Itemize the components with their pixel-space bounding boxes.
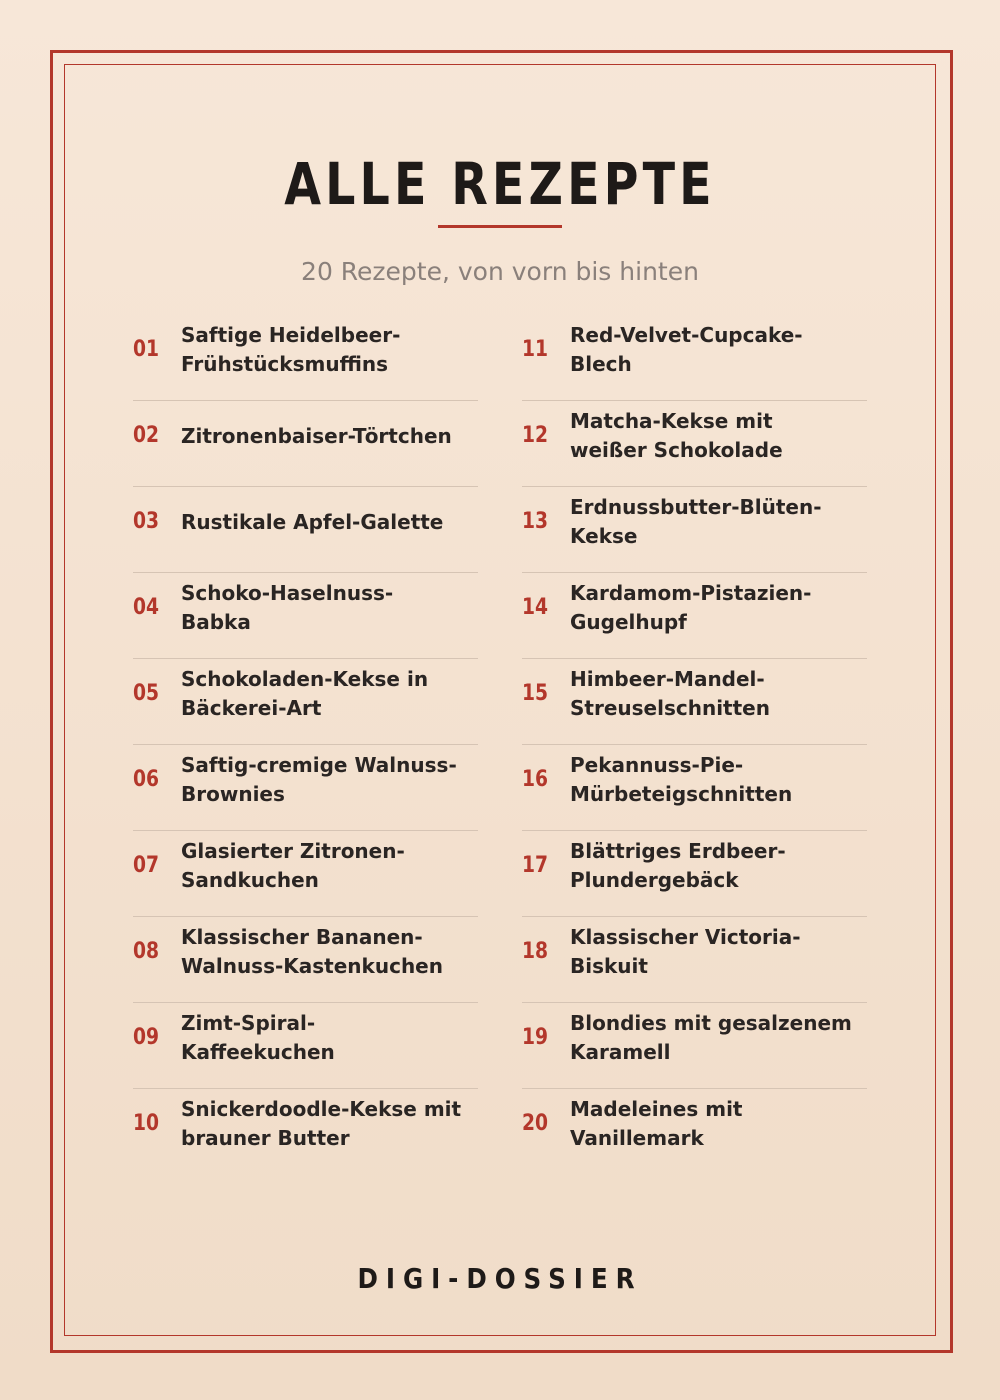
recipe-number: 08 bbox=[133, 939, 160, 964]
recipe-item bbox=[522, 314, 867, 400]
recipe-name: Madeleines mit Vanillemark bbox=[570, 1097, 743, 1150]
recipe-item bbox=[133, 314, 478, 400]
recipe-number: 16 bbox=[522, 767, 549, 792]
recipe-number: 04 bbox=[133, 595, 160, 620]
recipe-name: Zitronenbaiser-Törtchen bbox=[181, 423, 452, 448]
recipe-number: 18 bbox=[522, 939, 549, 964]
recipe-item bbox=[133, 658, 478, 744]
recipe-name: Klassischer Bananen- Walnuss-Kastenkuchen bbox=[181, 925, 443, 978]
recipe-name: Matcha-Kekse mit weißer Schokolade bbox=[570, 409, 783, 462]
recipe-item bbox=[133, 1088, 478, 1174]
recipe-number: 05 bbox=[133, 681, 160, 706]
recipe-item bbox=[522, 486, 867, 572]
recipe-number: 17 bbox=[522, 853, 549, 878]
recipe-item bbox=[522, 658, 867, 744]
recipe-name: Himbeer-Mandel- Streuselschnitten bbox=[570, 667, 770, 720]
recipe-number: 19 bbox=[522, 1025, 549, 1050]
recipe-list-right bbox=[522, 314, 867, 1174]
recipe-name: Snickerdoodle-Kekse mit brauner Butter bbox=[181, 1097, 462, 1150]
recipe-name: Zimt-Spiral- Kaffeekuchen bbox=[181, 1011, 335, 1064]
recipe-number: 20 bbox=[522, 1111, 549, 1136]
recipe-number: 12 bbox=[522, 423, 549, 448]
recipe-name: Kardamom-Pistazien- Gugelhupf bbox=[570, 581, 812, 634]
recipe-item bbox=[133, 400, 478, 486]
recipe-item bbox=[522, 572, 867, 658]
recipe-item bbox=[522, 744, 867, 830]
recipe-item bbox=[133, 1002, 478, 1088]
recipe-number: 13 bbox=[522, 509, 549, 534]
recipe-name: Rustikale Apfel-Galette bbox=[181, 509, 444, 534]
recipe-name: Saftig-cremige Walnuss- Brownies bbox=[181, 753, 457, 806]
recipe-item bbox=[522, 400, 867, 486]
recipe-number: 15 bbox=[522, 681, 549, 706]
recipe-name: Pekannuss-Pie- Mürbeteigschnitten bbox=[570, 753, 793, 806]
page-subtitle: 20 Rezepte, von vorn bis hinten bbox=[301, 257, 699, 286]
recipe-name: Red-Velvet-Cupcake- Blech bbox=[570, 323, 803, 376]
recipe-item bbox=[522, 1002, 867, 1088]
brand-footer: DIGI-DOSSIER bbox=[357, 1262, 643, 1295]
recipe-name: Glasierter Zitronen- Sandkuchen bbox=[181, 839, 405, 892]
title-underline bbox=[438, 225, 562, 228]
recipe-number: 07 bbox=[133, 853, 160, 878]
recipe-list-left bbox=[133, 314, 478, 1174]
recipe-number: 02 bbox=[133, 423, 160, 448]
recipe-number: 01 bbox=[133, 337, 160, 362]
recipe-number: 11 bbox=[522, 337, 549, 362]
recipe-name: Erdnussbutter-Blüten- Kekse bbox=[570, 495, 822, 548]
recipe-name: Saftige Heidelbeer- Frühstücksmuffins bbox=[181, 323, 401, 376]
recipe-item bbox=[522, 916, 867, 1002]
recipe-item bbox=[133, 830, 478, 916]
recipe-item bbox=[522, 830, 867, 916]
recipe-name: Schoko-Haselnuss- Babka bbox=[181, 581, 394, 634]
recipe-number: 09 bbox=[133, 1025, 160, 1050]
recipe-number: 06 bbox=[133, 767, 160, 792]
recipe-item bbox=[133, 486, 478, 572]
recipe-item bbox=[133, 916, 478, 1002]
page-title: ALLE REZEPTE bbox=[284, 150, 716, 218]
recipe-name: Blättriges Erdbeer- Plundergebäck bbox=[570, 839, 786, 892]
recipe-number: 10 bbox=[133, 1111, 160, 1136]
recipe-name: Schokoladen-Kekse in Bäckerei-Art bbox=[181, 667, 429, 720]
recipe-number: 14 bbox=[522, 595, 549, 620]
recipe-item bbox=[522, 1088, 867, 1174]
recipe-name: Klassischer Victoria- Biskuit bbox=[570, 925, 801, 978]
recipe-item bbox=[133, 572, 478, 658]
recipe-name: Blondies mit gesalzenem Karamell bbox=[570, 1011, 852, 1064]
recipe-number: 03 bbox=[133, 509, 160, 534]
recipe-item bbox=[133, 744, 478, 830]
